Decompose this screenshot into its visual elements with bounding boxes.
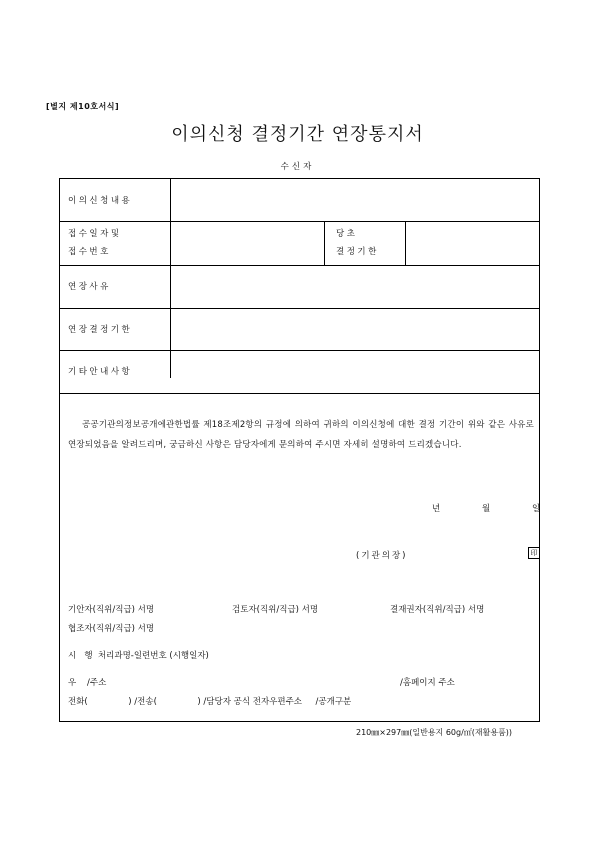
notice-body: 공공기관의정보공개에관한법률 제18조제2항의 규정에 의하여 귀하의 이의신청에 대한 결정 기간이 위와 같은 사유로 연장되었음을 알려드리며, 궁금하신 사항은 담당자에게 문의하여 주시면 자세히 설명하여 드리겠습니다.	[68, 420, 534, 450]
row-divider	[60, 393, 539, 394]
cooperator-signature: 협조자(직위/직급) 서명	[68, 624, 155, 634]
recipient-label: 수신자	[280, 162, 315, 172]
original-deadline-label	[336, 225, 379, 261]
receipt-date-label	[68, 225, 122, 261]
zip-address-line: 우 /주소	[68, 678, 107, 688]
date-month: 월	[482, 504, 491, 514]
paper-spec-note: 210㎜×297㎜(일반용지 60g/㎡(재활용품))	[356, 728, 513, 737]
row-divider	[60, 350, 539, 351]
row-divider	[60, 221, 539, 222]
original-deadline-label-line2: 결정기한	[336, 247, 379, 257]
other-info-label: 기타안내사항	[68, 367, 133, 377]
form-table	[59, 178, 540, 722]
date-year: 년	[432, 504, 441, 514]
original-deadline-label-line1: 당초	[336, 229, 358, 239]
seal-icon: 印	[528, 547, 540, 559]
row-divider	[60, 265, 539, 266]
date-day: 일	[532, 504, 541, 514]
drafter-signature: 기안자(직위/직급) 서명	[68, 605, 155, 615]
receipt-number-label-line2: 접수번호	[68, 247, 111, 257]
reviewer-signature: 검토자(직위/직급) 서명	[232, 605, 319, 615]
extended-deadline-label: 연장결정기한	[68, 325, 133, 335]
form-number-label: [별지 제10호서식]	[46, 102, 120, 111]
contact-line: 전화( ) /전송( ) /담당자 공식 전자우편주소 /공개구분	[68, 697, 352, 707]
column-divider	[324, 222, 325, 265]
receipt-date-label-line1: 접수일자및	[68, 229, 122, 239]
objection-content-label: 이의신청내용	[68, 196, 133, 206]
approver-signature: 결재권자(직위/직급) 서명	[390, 605, 485, 615]
column-divider	[405, 222, 406, 265]
document-title: 이의신청 결정기간 연장통지서	[171, 124, 424, 145]
row-divider	[60, 308, 539, 309]
homepage-line: /홈페이지 주소	[400, 678, 455, 688]
extension-reason-label: 연장사유	[68, 282, 111, 292]
enforcement-line: 시 행 처리과명-일련번호 (시행일자)	[68, 651, 209, 661]
label-column-divider	[170, 179, 171, 378]
agency-head-signer: (기관의장)	[356, 551, 408, 561]
